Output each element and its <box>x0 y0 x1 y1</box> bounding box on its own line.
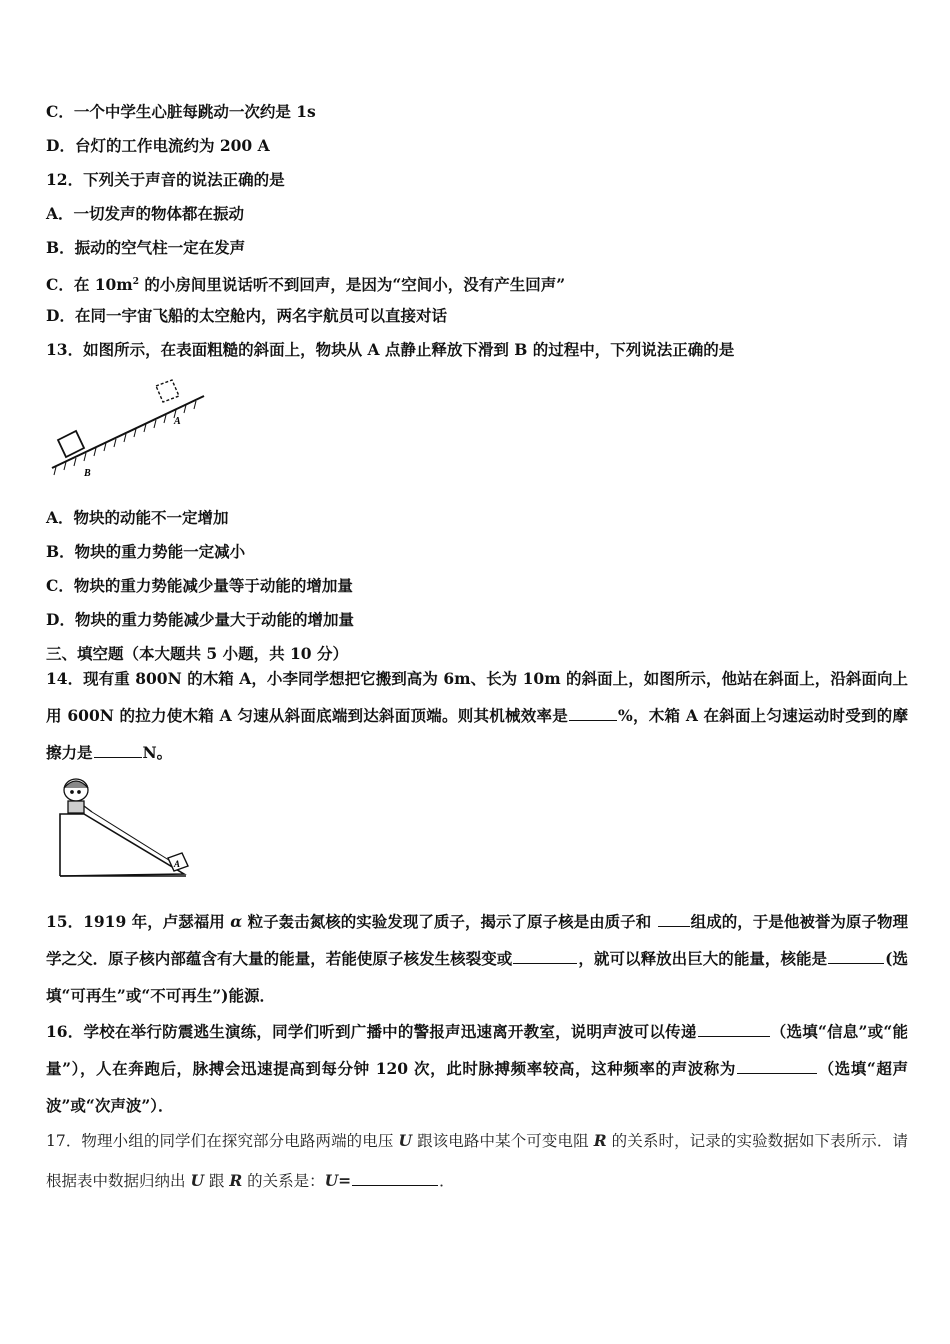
q15-blank-renewable <box>828 947 884 964</box>
q12-option-c-text-pre: C．在 10m <box>46 275 133 295</box>
q15-text <box>46 903 908 1014</box>
q14-person-incline-figure <box>52 776 197 881</box>
q17-part-4: 跟 <box>203 1172 230 1190</box>
q13-option-d: D．物块的重力势能减少量大于动能的增加量 <box>46 610 354 629</box>
label-a: A <box>174 416 181 427</box>
label-b: B <box>84 468 91 479</box>
q16-blank-info <box>698 1020 770 1037</box>
q15-part-3: 组成的，于是他被誉为原子物理学之父．原子核内部蕴含有大量的能量，若能使原子核发生核裂变或 <box>46 912 908 968</box>
q14-blank-friction <box>94 741 142 758</box>
block-at-b <box>58 431 84 457</box>
q12-option-a: A．一切发声的物体都在振动 <box>46 204 245 223</box>
box-label-a: A <box>174 859 181 869</box>
q15-part-4: ，就可以释放出巨大的能量，核能是 <box>578 949 828 968</box>
q15-blank-neutron <box>658 910 690 927</box>
q17-var-r: R <box>593 1131 607 1150</box>
q12-option-c <box>46 271 565 296</box>
q12-option-b: B．振动的空气柱一定在发声 <box>46 238 246 257</box>
q13-stem: 13．如图所示，在表面粗糙的斜面上，物块从 A 点静止释放下滑到 B 的过程中，下列说法正确的是 <box>46 340 735 359</box>
q17-u-equals: U= <box>324 1171 352 1190</box>
q15-blank-fusion <box>513 947 577 964</box>
q17-text <box>46 1121 908 1201</box>
q13-option-b: B．物块的重力势能一定减小 <box>46 542 246 561</box>
q13-option-c: C．物块的重力势能减少量等于动能的增加量 <box>46 576 353 595</box>
q14-part-1: 14．现有重 800N 的木箱 A，小李同学想把它搬到高为 6m、长为 10m 的斜面上，如图所示，他站在斜面上，沿斜面向上用 600N 的拉力使木箱 A 匀速从斜面底端到达斜面顶端。则其机械效率是 <box>46 669 908 725</box>
q13-option-a: A．物块的动能不一定增加 <box>46 508 229 527</box>
q17-var-u: U <box>398 1131 413 1150</box>
q17-part-3: 的关系时，记录的实验数据如下表所示．请根据表中数据归纳出 <box>46 1132 908 1190</box>
q12-option-c-superscript: 2 <box>132 277 139 287</box>
q15-alpha: α <box>230 912 243 931</box>
q17-blank-relation <box>352 1169 438 1186</box>
q14-text <box>46 660 908 771</box>
q16-part-2: （选填“信息”或“能量”），人在奔跑后，脉搏会迅速提高到每分钟 120 次，此时脉搏频率较高，这种频率的声波称为 <box>46 1022 909 1078</box>
q15-part-2: 粒子轰击氮核的实验发现了质子，揭示了原子核是由质子和 <box>242 912 657 931</box>
q11-option-c: C．一个中学生心脏每跳动一次约是 1s <box>46 102 316 121</box>
q14-blank-efficiency <box>569 704 617 721</box>
q16-text <box>46 1013 908 1124</box>
q17-part-5: 的关系是： <box>242 1172 325 1190</box>
q16-part-1: 16．学校在举行防震逃生演练，同学们听到广播中的警报声迅速离开教室，说明声波可以传递 <box>46 1022 697 1041</box>
q15-part-1: 15．1919 年，卢瑟福用 <box>46 912 231 931</box>
q17-part-2: 跟该电路中某个可变电阻 <box>412 1132 594 1150</box>
q17-part-1: 17．物理小组的同学们在探究部分电路两端的电压 <box>46 1132 399 1150</box>
person-icon <box>64 779 92 813</box>
q12-stem: 12．下列关于声音的说法正确的是 <box>46 170 285 189</box>
slope-outline <box>60 814 184 876</box>
q16-part-3: （选填“超声波”或“次声波”）． <box>46 1059 908 1115</box>
q15-part-5: (选填“可再生”或“不可再生”)能源． <box>46 949 908 1005</box>
q17-var-u-2: U <box>190 1171 204 1190</box>
block-at-a <box>156 380 179 402</box>
rope <box>92 812 172 862</box>
q14-part-3: N。 <box>142 743 173 762</box>
q17-var-r-2: R <box>229 1171 243 1190</box>
q12-option-c-text-post: 的小房间里说话听不到回声，是因为“空间小，没有产生回声” <box>138 275 566 295</box>
q17-part-6: ． <box>439 1172 455 1190</box>
q12-option-d: D．在同一宇宙飞船的太空舱内，两名宇航员可以直接对话 <box>46 306 447 325</box>
q16-blank-wave <box>737 1057 817 1074</box>
q14-part-2: %，木箱 A 在斜面上匀速运动时受到的摩擦力是 <box>46 706 908 762</box>
q13-incline-figure <box>44 372 214 482</box>
q11-option-d: D．台灯的工作电流约为 200 A <box>46 136 270 155</box>
section-title: 三、填空题（本大题共 5 小题，共 10 分） <box>46 644 348 663</box>
